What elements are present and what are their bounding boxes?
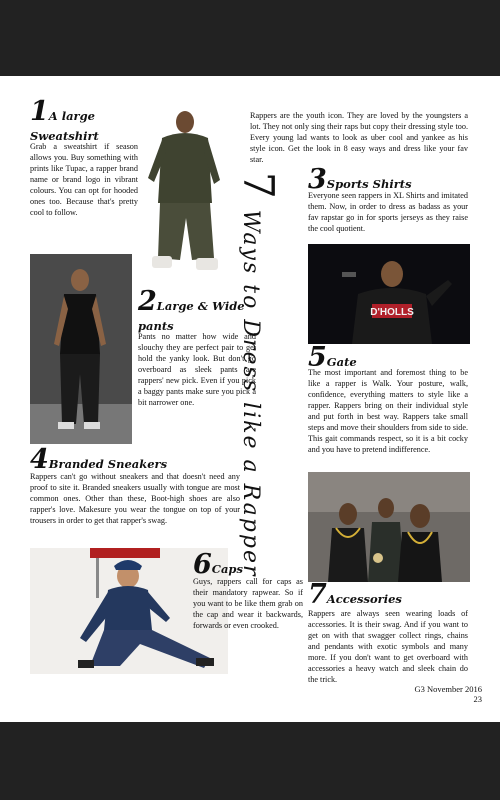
section-2-body: Pants no matter how wide and slouchy they are perfect pair to get hold the yanky look. But don't go overboard as sleek pants are rappers' new pick. Even if you pick a baggy pants make sure you pick a bit narrower one. xyxy=(138,332,256,407)
section-6-number: 6 xyxy=(193,549,212,580)
section-5-number: 5 xyxy=(308,342,327,373)
sleeveless-hoodie-photo xyxy=(30,254,132,444)
section-4-number: 4 xyxy=(30,444,49,475)
page-title-seven: 7 xyxy=(234,172,283,201)
section-6-body: Guys, rappers call for caps as their mandatory rapwear. So if you want to be like them grab on the cap and wear it backwards, forwards or even crooked. xyxy=(193,577,303,630)
page-title-rest: Ways to Dress like a Rapper xyxy=(238,209,263,578)
section-1-title-line2: Sweatshirt xyxy=(30,129,99,143)
section-3-heading xyxy=(308,166,478,193)
section-5-body: The most important and foremost thing to be like a rapper is Walk. Your posture, walk, confidence, everything matters to style like a rapper. Rappers bring on their individual style and put forth in best way. Rappers take small steps and move their shoulders from side to side. This gait commands respect, so it is a bit cocky and you have to pretend indifference. xyxy=(308,368,468,454)
sweatshirt-photo xyxy=(140,108,230,288)
footer-magazine: G3 November 2016 xyxy=(414,684,482,694)
accessories-group-photo xyxy=(308,472,470,582)
section-4-heading xyxy=(30,446,230,473)
section-2-title-line1: Large & Wide xyxy=(156,299,245,313)
section-2-heading xyxy=(138,288,258,334)
section-3-body: Everyone seen rappers in XL Shirts and imitated them. Now, in order to dress as badass as your fav rapstar go in for sports jerseys as they raise the cool quotient. xyxy=(308,191,468,233)
section-1-heading xyxy=(30,98,140,144)
section-7-title: Accessories xyxy=(326,592,402,606)
section-1-number: 1 xyxy=(30,96,49,127)
intro-text: Rappers are the youth icon. They are loved by the youngsters a lot. They not only sing their raps but copy their dressing style too. Every young lad wants to look as uber cool and yankee as his style icon. Get the look in 8 easy ways and dress like your fav star. xyxy=(250,111,468,164)
section-7-number: 7 xyxy=(308,579,327,610)
section-7-body: Rappers are always seen wearing loads of accessories. It is their swag. And if you want to get on with that swagger collect rings, chains and pendants with exotic symbols and many more. If you don't want to get overboard with accessories a heavy watch and sleek chain do the trick. xyxy=(308,609,468,684)
section-1-body: Grab a sweatshirt if season allows you. Buy something with prints like Tupac, a rapper brand name or brand logo in vibrant colours. You can opt for hooded ones too. Because that's pretty cool to follow. xyxy=(30,142,138,217)
jersey-performer-photo xyxy=(308,244,470,344)
section-1-title-line1: A large xyxy=(48,109,95,123)
section-5-title: Gate xyxy=(326,355,357,369)
section-4-body: Rappers can't go without sneakers and that doesn't need any proof to site it. Branded sneakers usually with tongue are most common ones. Other than these, Boot-high shoes are also rapper's love. Makesure you wear the tongue on top of your trousers in order to get that rapper's swag. xyxy=(30,472,240,525)
section-3-title: Sports Shirts xyxy=(326,177,412,191)
page-footer xyxy=(400,684,482,704)
jersey-lettering: D'HOLLS xyxy=(370,307,414,318)
section-2-number: 2 xyxy=(138,286,157,317)
section-6-heading xyxy=(193,551,273,578)
section-6-title: Caps xyxy=(211,562,243,576)
section-2-title-line2: pants xyxy=(138,319,174,333)
section-3-number: 3 xyxy=(308,164,327,195)
footer-page-number: 23 xyxy=(473,694,482,704)
magazine-page xyxy=(0,76,500,722)
section-7-heading xyxy=(308,581,468,608)
section-4-title: Branded Sneakers xyxy=(48,457,168,471)
